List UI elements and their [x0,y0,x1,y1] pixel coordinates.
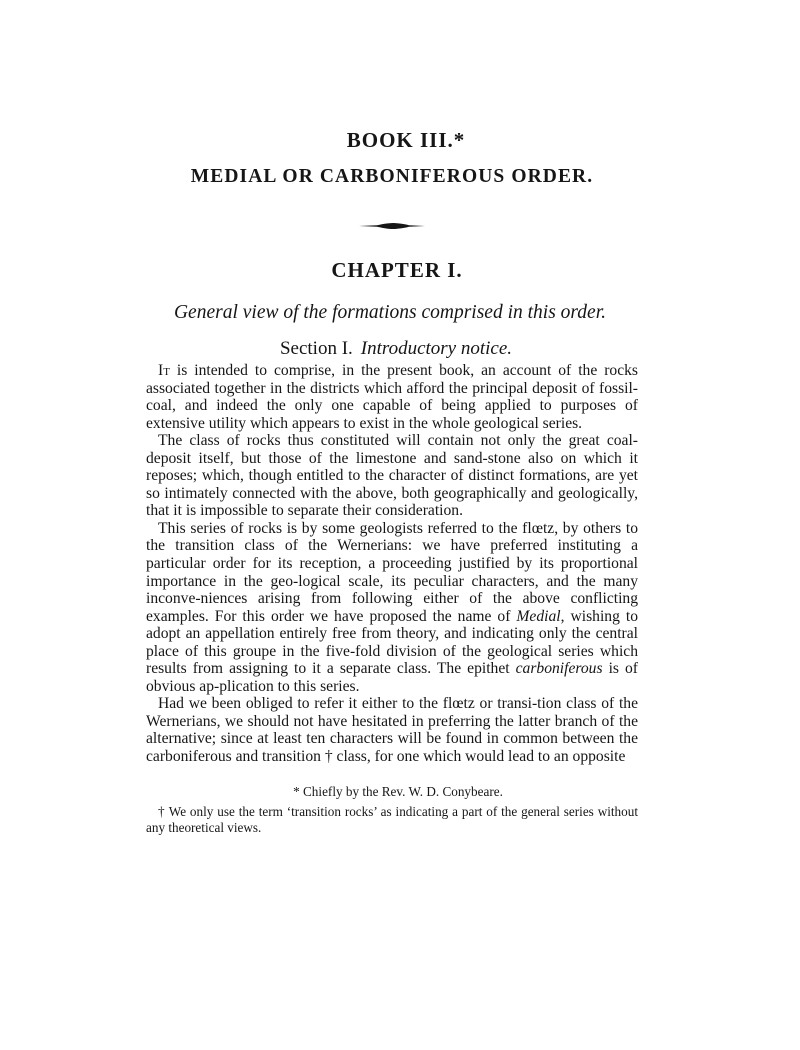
order-title: MEDIAL OR CARBONIFEROUS ORDER. [190,166,594,187]
paragraph-3-text-b: , wishing to adopt an appellation entirely free from theory, and indicating only the central place of this groupe in the five-fold division of the geological series which results from assigning to it a separate class. The epithet [146,607,638,678]
section-label: Section I. [279,338,353,359]
paragraph-dropcap: It [158,362,170,379]
footnote-marker-dagger: † [324,748,333,766]
book-title: BOOK III.* [346,128,466,152]
paragraph-1 [146,362,638,432]
footnote-2: † We only use the term ‘transition rocks’ as indicating a part of the general series without any theoretical views. [146,803,638,835]
footnotes [146,784,638,836]
book-page [146,126,638,836]
chapter-subtitle: General view of the formations comprised in this order. [173,302,607,323]
paragraph-3-text-c: is of obvious ap-plication to this series. [146,660,638,695]
chapter-title: CHAPTER I. [331,258,463,282]
paragraph-4 [146,695,638,765]
section-heading [146,336,638,362]
paragraph-4-text-a: Had we been obliged to refer it either to the flœtz or transi-tion class of the Wernerians, we should not have hesitated in preferring the latter branch of the alternative; since at least ten characters will be found in common between the carboniferous and transition [146,695,638,766]
body-text [146,362,638,766]
term-medial: Medial [516,607,561,625]
term-carboniferous: carboniferous [515,660,603,678]
paragraph-1-text: is intended to comprise, in the present book, an account of the rocks associated together in the districts which afford the principal deposit of fossil-coal, and indeed the only one capable of being applied to purposes of extensive utility which appears to exist in the whole geological series. [146,362,638,432]
footnote-1: * Chiefly by the Rev. W. D. Conybeare. [293,783,503,799]
section-title: Introductory notice. [360,338,513,359]
paragraph-3 [146,520,638,695]
paragraph-2: The class of rocks thus constituted will contain not only the great coal-deposit itself, but those of the limestone and sand-stone also on which it reposes; which, though entitled to the character of distinct formations, are yet so intimately connected with the above, both geographically and geologically, that it is impossible to separate their consideration. [146,432,638,520]
ornament-divider-icon [357,220,427,232]
paragraph-4-text-b: class, for one which would lead to an opposite [332,748,626,766]
paragraph-3-text-a: This series of rocks is by some geologists referred to the flœtz, by others to the transition class of the Wernerians: we have preferred instituting a particular order for its reception, a proceeding justified by its proportional importance in the geo-logical scale, its peculiar characters, and the many inconve-niences arising from following either of the above conflicting examples. For this order we have proposed the name of [146,519,638,625]
